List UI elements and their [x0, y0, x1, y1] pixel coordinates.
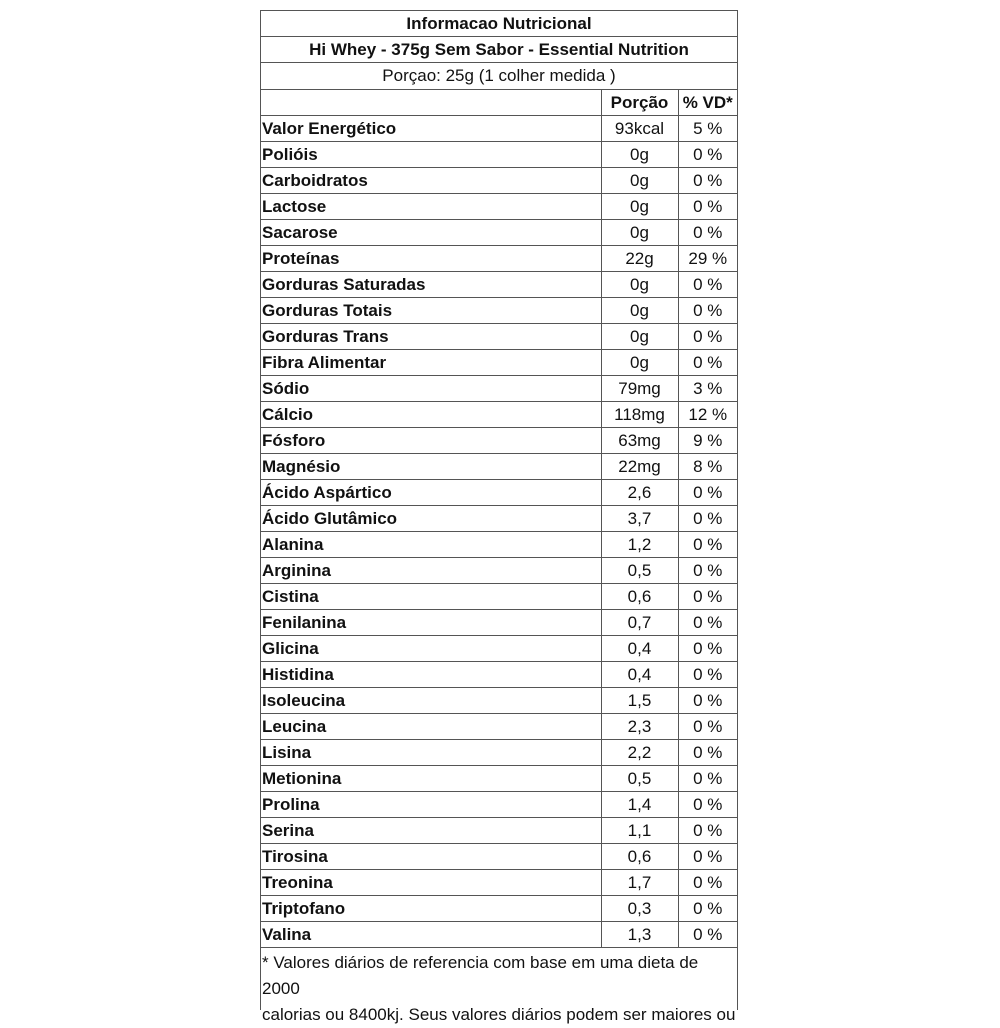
table-row	[261, 766, 737, 792]
vd-value-cell: 0 %	[678, 792, 737, 818]
nutrient-name-cell: Fenilanina	[261, 610, 601, 636]
portion-value-cell: 1,5	[601, 688, 678, 714]
table-row	[261, 844, 737, 870]
portion-value-cell: 0g	[601, 350, 678, 376]
vd-value-cell: 0 %	[678, 272, 737, 298]
nutrient-name-cell: Fósforo	[261, 428, 601, 454]
nutrient-name-cell: Sódio	[261, 376, 601, 402]
table-row	[261, 532, 737, 558]
nutrient-name-cell: Glicina	[261, 636, 601, 662]
vd-value-cell: 29 %	[678, 246, 737, 272]
serving-size: Porçao: 25g (1 colher medida )	[261, 63, 737, 90]
vd-value-cell: 0 %	[678, 506, 737, 532]
vd-value-cell: 0 %	[678, 142, 737, 168]
vd-value-cell: 0 %	[678, 714, 737, 740]
portion-value-cell: 3,7	[601, 506, 678, 532]
portion-value-cell: 63mg	[601, 428, 678, 454]
table-row	[261, 402, 737, 428]
nutrient-name-cell: Fibra Alimentar	[261, 350, 601, 376]
vd-value-cell: 0 %	[678, 194, 737, 220]
portion-value-cell: 22mg	[601, 454, 678, 480]
nutrient-name-cell: Leucina	[261, 714, 601, 740]
portion-value-cell: 79mg	[601, 376, 678, 402]
table-row	[261, 922, 737, 948]
nutrient-name-cell: Alanina	[261, 532, 601, 558]
table-row	[261, 506, 737, 532]
table-row	[261, 142, 737, 168]
table-row	[261, 350, 737, 376]
nutrient-name-cell: Gorduras Trans	[261, 324, 601, 350]
table-row	[261, 220, 737, 246]
vd-value-cell: 0 %	[678, 532, 737, 558]
table-row	[261, 116, 737, 142]
vd-value-cell: 8 %	[678, 454, 737, 480]
nutrient-name-cell: Cistina	[261, 584, 601, 610]
portion-value-cell: 2,2	[601, 740, 678, 766]
vd-value-cell: 0 %	[678, 168, 737, 194]
nutrient-name-cell: Treonina	[261, 870, 601, 896]
nutrient-name-cell: Triptofano	[261, 896, 601, 922]
table-header-row	[261, 90, 737, 116]
portion-value-cell: 1,2	[601, 532, 678, 558]
nutrient-name-cell: Polióis	[261, 142, 601, 168]
nutrient-name-cell: Prolina	[261, 792, 601, 818]
table-row	[261, 662, 737, 688]
nutrient-name-cell: Carboidratos	[261, 168, 601, 194]
portion-value-cell: 1,3	[601, 922, 678, 948]
vd-value-cell: 9 %	[678, 428, 737, 454]
vd-value-cell: 0 %	[678, 220, 737, 246]
portion-value-cell: 118mg	[601, 402, 678, 428]
vd-value-cell: 0 %	[678, 922, 737, 948]
nutrient-name-cell: Valor Energético	[261, 116, 601, 142]
header-blank-cell	[261, 90, 601, 116]
table-row	[261, 610, 737, 636]
table-row	[261, 688, 737, 714]
portion-value-cell: 1,4	[601, 792, 678, 818]
portion-value-cell: 0g	[601, 142, 678, 168]
table-row	[261, 194, 737, 220]
table-row	[261, 272, 737, 298]
table-row	[261, 896, 737, 922]
nutrient-name-cell: Lisina	[261, 740, 601, 766]
vd-value-cell: 0 %	[678, 558, 737, 584]
vd-value-cell: 0 %	[678, 610, 737, 636]
portion-value-cell: 0g	[601, 168, 678, 194]
footnote-line: calorias ou 8400kj. Seus valores diários podem ser maiores ou	[262, 1005, 736, 1024]
portion-column-header: Porção	[601, 90, 678, 116]
vd-value-cell: 12 %	[678, 402, 737, 428]
vd-value-cell: 0 %	[678, 324, 737, 350]
table-row	[261, 480, 737, 506]
footnote	[260, 950, 738, 1028]
portion-value-cell: 1,1	[601, 818, 678, 844]
table-row	[261, 376, 737, 402]
nutrient-name-cell: Ácido Glutâmico	[261, 506, 601, 532]
portion-value-cell: 0g	[601, 194, 678, 220]
portion-value-cell: 0g	[601, 324, 678, 350]
vd-value-cell: 5 %	[678, 116, 737, 142]
portion-value-cell: 0g	[601, 220, 678, 246]
product-name: Hi Whey - 375g Sem Sabor - Essential Nutrition	[261, 37, 737, 63]
table-row	[261, 168, 737, 194]
table-row	[261, 818, 737, 844]
vd-value-cell: 0 %	[678, 766, 737, 792]
table-row	[261, 298, 737, 324]
portion-value-cell: 0,4	[601, 636, 678, 662]
nutrient-name-cell: Ácido Aspártico	[261, 480, 601, 506]
panel-title: Informacao Nutricional	[261, 11, 737, 37]
nutrient-name-cell: Serina	[261, 818, 601, 844]
nutrient-name-cell: Arginina	[261, 558, 601, 584]
nutrient-name-cell: Valina	[261, 922, 601, 948]
nutrient-name-cell: Gorduras Saturadas	[261, 272, 601, 298]
footnote-line: * Valores diários de referencia com base em uma dieta de 2000	[262, 953, 699, 998]
portion-value-cell: 93kcal	[601, 116, 678, 142]
portion-value-cell: 22g	[601, 246, 678, 272]
nutrient-name-cell: Sacarose	[261, 220, 601, 246]
vd-value-cell: 0 %	[678, 896, 737, 922]
nutrient-name-cell: Lactose	[261, 194, 601, 220]
vd-column-header: % VD*	[678, 90, 737, 116]
nutrient-name-cell: Histidina	[261, 662, 601, 688]
vd-value-cell: 0 %	[678, 350, 737, 376]
table-row	[261, 870, 737, 896]
portion-value-cell: 2,3	[601, 714, 678, 740]
nutrient-name-cell: Magnésio	[261, 454, 601, 480]
table-row	[261, 324, 737, 350]
table-row	[261, 428, 737, 454]
nutrient-name-cell: Proteínas	[261, 246, 601, 272]
table-row	[261, 584, 737, 610]
portion-value-cell: 2,6	[601, 480, 678, 506]
vd-value-cell: 0 %	[678, 480, 737, 506]
vd-value-cell: 0 %	[678, 844, 737, 870]
nutrient-name-cell: Metionina	[261, 766, 601, 792]
nutrient-name-cell: Cálcio	[261, 402, 601, 428]
nutrition-table	[261, 90, 737, 948]
nutrient-name-cell: Gorduras Totais	[261, 298, 601, 324]
vd-value-cell: 0 %	[678, 870, 737, 896]
portion-value-cell: 0,6	[601, 584, 678, 610]
portion-value-cell: 0,7	[601, 610, 678, 636]
portion-value-cell: 0g	[601, 272, 678, 298]
vd-value-cell: 0 %	[678, 584, 737, 610]
portion-value-cell: 0,4	[601, 662, 678, 688]
nutrition-facts-panel	[260, 10, 738, 1010]
portion-value-cell: 0,5	[601, 766, 678, 792]
table-row	[261, 454, 737, 480]
vd-value-cell: 0 %	[678, 688, 737, 714]
portion-value-cell: 0g	[601, 298, 678, 324]
vd-value-cell: 0 %	[678, 818, 737, 844]
portion-value-cell: 1,7	[601, 870, 678, 896]
vd-value-cell: 0 %	[678, 740, 737, 766]
vd-value-cell: 0 %	[678, 298, 737, 324]
nutrient-name-cell: Isoleucina	[261, 688, 601, 714]
vd-value-cell: 3 %	[678, 376, 737, 402]
table-row	[261, 558, 737, 584]
table-row	[261, 636, 737, 662]
nutrient-name-cell: Tirosina	[261, 844, 601, 870]
table-row	[261, 714, 737, 740]
portion-value-cell: 0,3	[601, 896, 678, 922]
vd-value-cell: 0 %	[678, 636, 737, 662]
portion-value-cell: 0,5	[601, 558, 678, 584]
table-row	[261, 740, 737, 766]
portion-value-cell: 0,6	[601, 844, 678, 870]
table-row	[261, 246, 737, 272]
table-row	[261, 792, 737, 818]
vd-value-cell: 0 %	[678, 662, 737, 688]
